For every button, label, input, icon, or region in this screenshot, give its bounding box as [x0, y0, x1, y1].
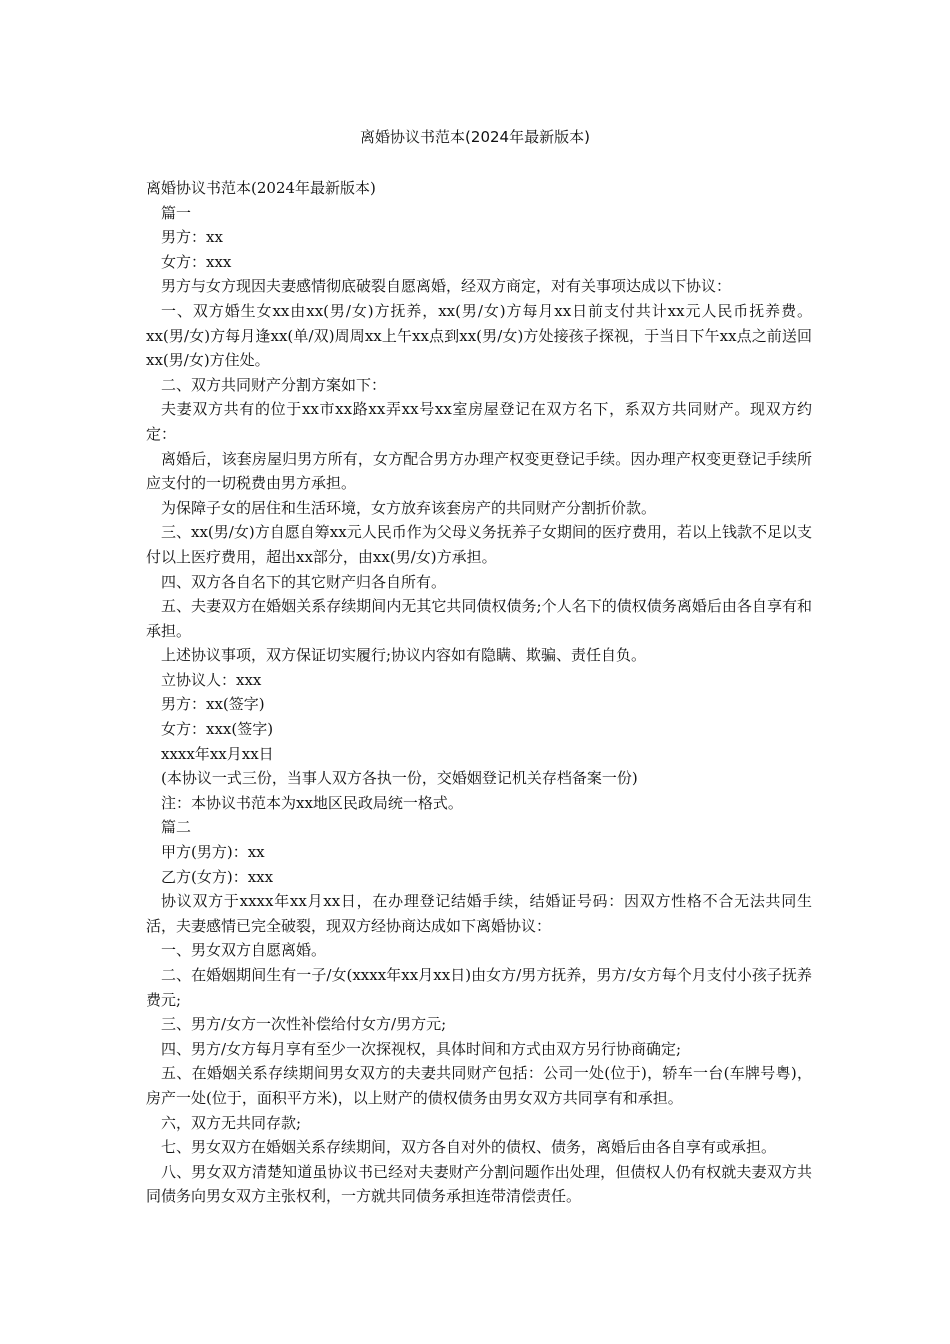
paragraph: 上述协议事项，双方保证切实履行;协议内容如有隐瞒、欺骗、责任自负。: [161, 646, 647, 665]
paragraph: 二、在婚姻期间生有一子/女(xxxx年xx月xx日)由女方/男方抚养，男方/女方每个月支付小孩子抚养费元;: [146, 966, 812, 1009]
paragraph: 四、男方/女方每月享有至少一次探视权，具体时间和方式由双方另行协商确定;: [161, 1039, 682, 1058]
paragraph: 协议双方于xxxx年xx月xx日，在办理登记结婚手续，结婚证号码：因双方性格不合无法共同生活，夫妻感情已完全破裂，现双方经协商达成如下离婚协议：: [146, 892, 812, 935]
paragraph: 二、双方共同财产分割方案如下：: [161, 375, 387, 394]
paragraph: (本协议一式三份，当事人双方各执一份，交婚姻登记机关存档备案一份): [161, 769, 638, 788]
paragraph: 男方与女方现因夫妻感情彻底破裂自愿离婚，经双方商定，对有关事项达成以下协议：: [161, 277, 732, 296]
paragraph: 三、xx(男/女)方自愿自筹xx元人民币作为父母义务抚养子女期间的医疗费用，若以上钱款不足以支付以上医疗费用，超出xx部分，由xx(男/女)方承担。: [146, 523, 812, 566]
paragraph: 篇二: [161, 818, 192, 837]
paragraph: 七、男女双方在婚姻关系存续期间，双方各自对外的债权、债务，离婚后由各自享有或承担。: [161, 1138, 777, 1157]
paragraph: 四、双方各自名下的其它财产归各自所有。: [161, 572, 447, 591]
paragraph: 立协议人：xxx: [161, 670, 262, 689]
document-body: [146, 176, 812, 1209]
paragraph: 离婚后，该套房屋归男方所有，女方配合男方办理产权变更登记手续。因办理产权变更登记手续所应支付的一切税费由男方承担。: [146, 449, 812, 493]
paragraph: 三、男方/女方一次性补偿给付女方/男方元;: [161, 1015, 447, 1034]
paragraph: 篇一: [161, 203, 192, 222]
paragraph: 为保障子女的居住和生活环境，女方放弃该套房产的共同财产分割折价款。: [161, 498, 657, 517]
paragraph: 男方：xx: [161, 228, 223, 247]
page-title: 离婚协议书范本(2024年最新版本): [360, 128, 590, 146]
paragraph: 八、男女双方清楚知道虽协议书已经对夫妻财产分割问题作出处理，但债权人仍有权就夫妻双方共同债务向男女双方主张权利，一方就共同债务承担连带清偿责任。: [146, 1162, 812, 1206]
paragraph: 五、夫妻双方在婚姻关系存续期间内无其它共同债权债务;个人名下的债权债务离婚后由各自享有和承担。: [146, 597, 812, 640]
paragraph: 甲方(男方)：xx: [161, 843, 265, 862]
paragraph: xxxx年xx月xx日: [161, 744, 274, 763]
paragraph: 六，双方无共同存款;: [161, 1113, 302, 1132]
paragraph: 乙方(女方)：xxx: [161, 867, 274, 886]
paragraph: 女方：xxx: [161, 252, 232, 271]
paragraph: 女方：xxx(签字): [161, 720, 274, 739]
paragraph: 注：本协议书范本为xx地区民政局统一格式。: [161, 793, 463, 812]
paragraph: 五、在婚姻关系存续期间男女双方的夫妻共同财产包括：公司一处(位于)，轿车一台(车牌号粤)，房产一处(位于，面积平方米)，以上财产的债权债务由男女双方共同享有和承担。: [146, 1064, 812, 1107]
paragraph: 一、男女双方自愿离婚。: [161, 941, 327, 960]
document-heading: 离婚协议书范本(2024年最新版本): [146, 179, 376, 197]
paragraph: 男方：xx(签字): [161, 695, 265, 714]
paragraph: 一、双方婚生女xx由xx(男/女)方抚养，xx(男/女)方每月xx日前支付共计xx元人民币抚养费。xx(男/女)方每月逢xx(单/双)周周xx上午xx点到xx(男/女)方处接孩子探视，于当日下午xx点之前送回xx(男/女)方住处。: [146, 301, 812, 370]
paragraph: 夫妻双方共有的位于xx市xx路xx弄xx号xx室房屋登记在双方名下，系双方共同财产。现双方约定：: [146, 400, 812, 443]
